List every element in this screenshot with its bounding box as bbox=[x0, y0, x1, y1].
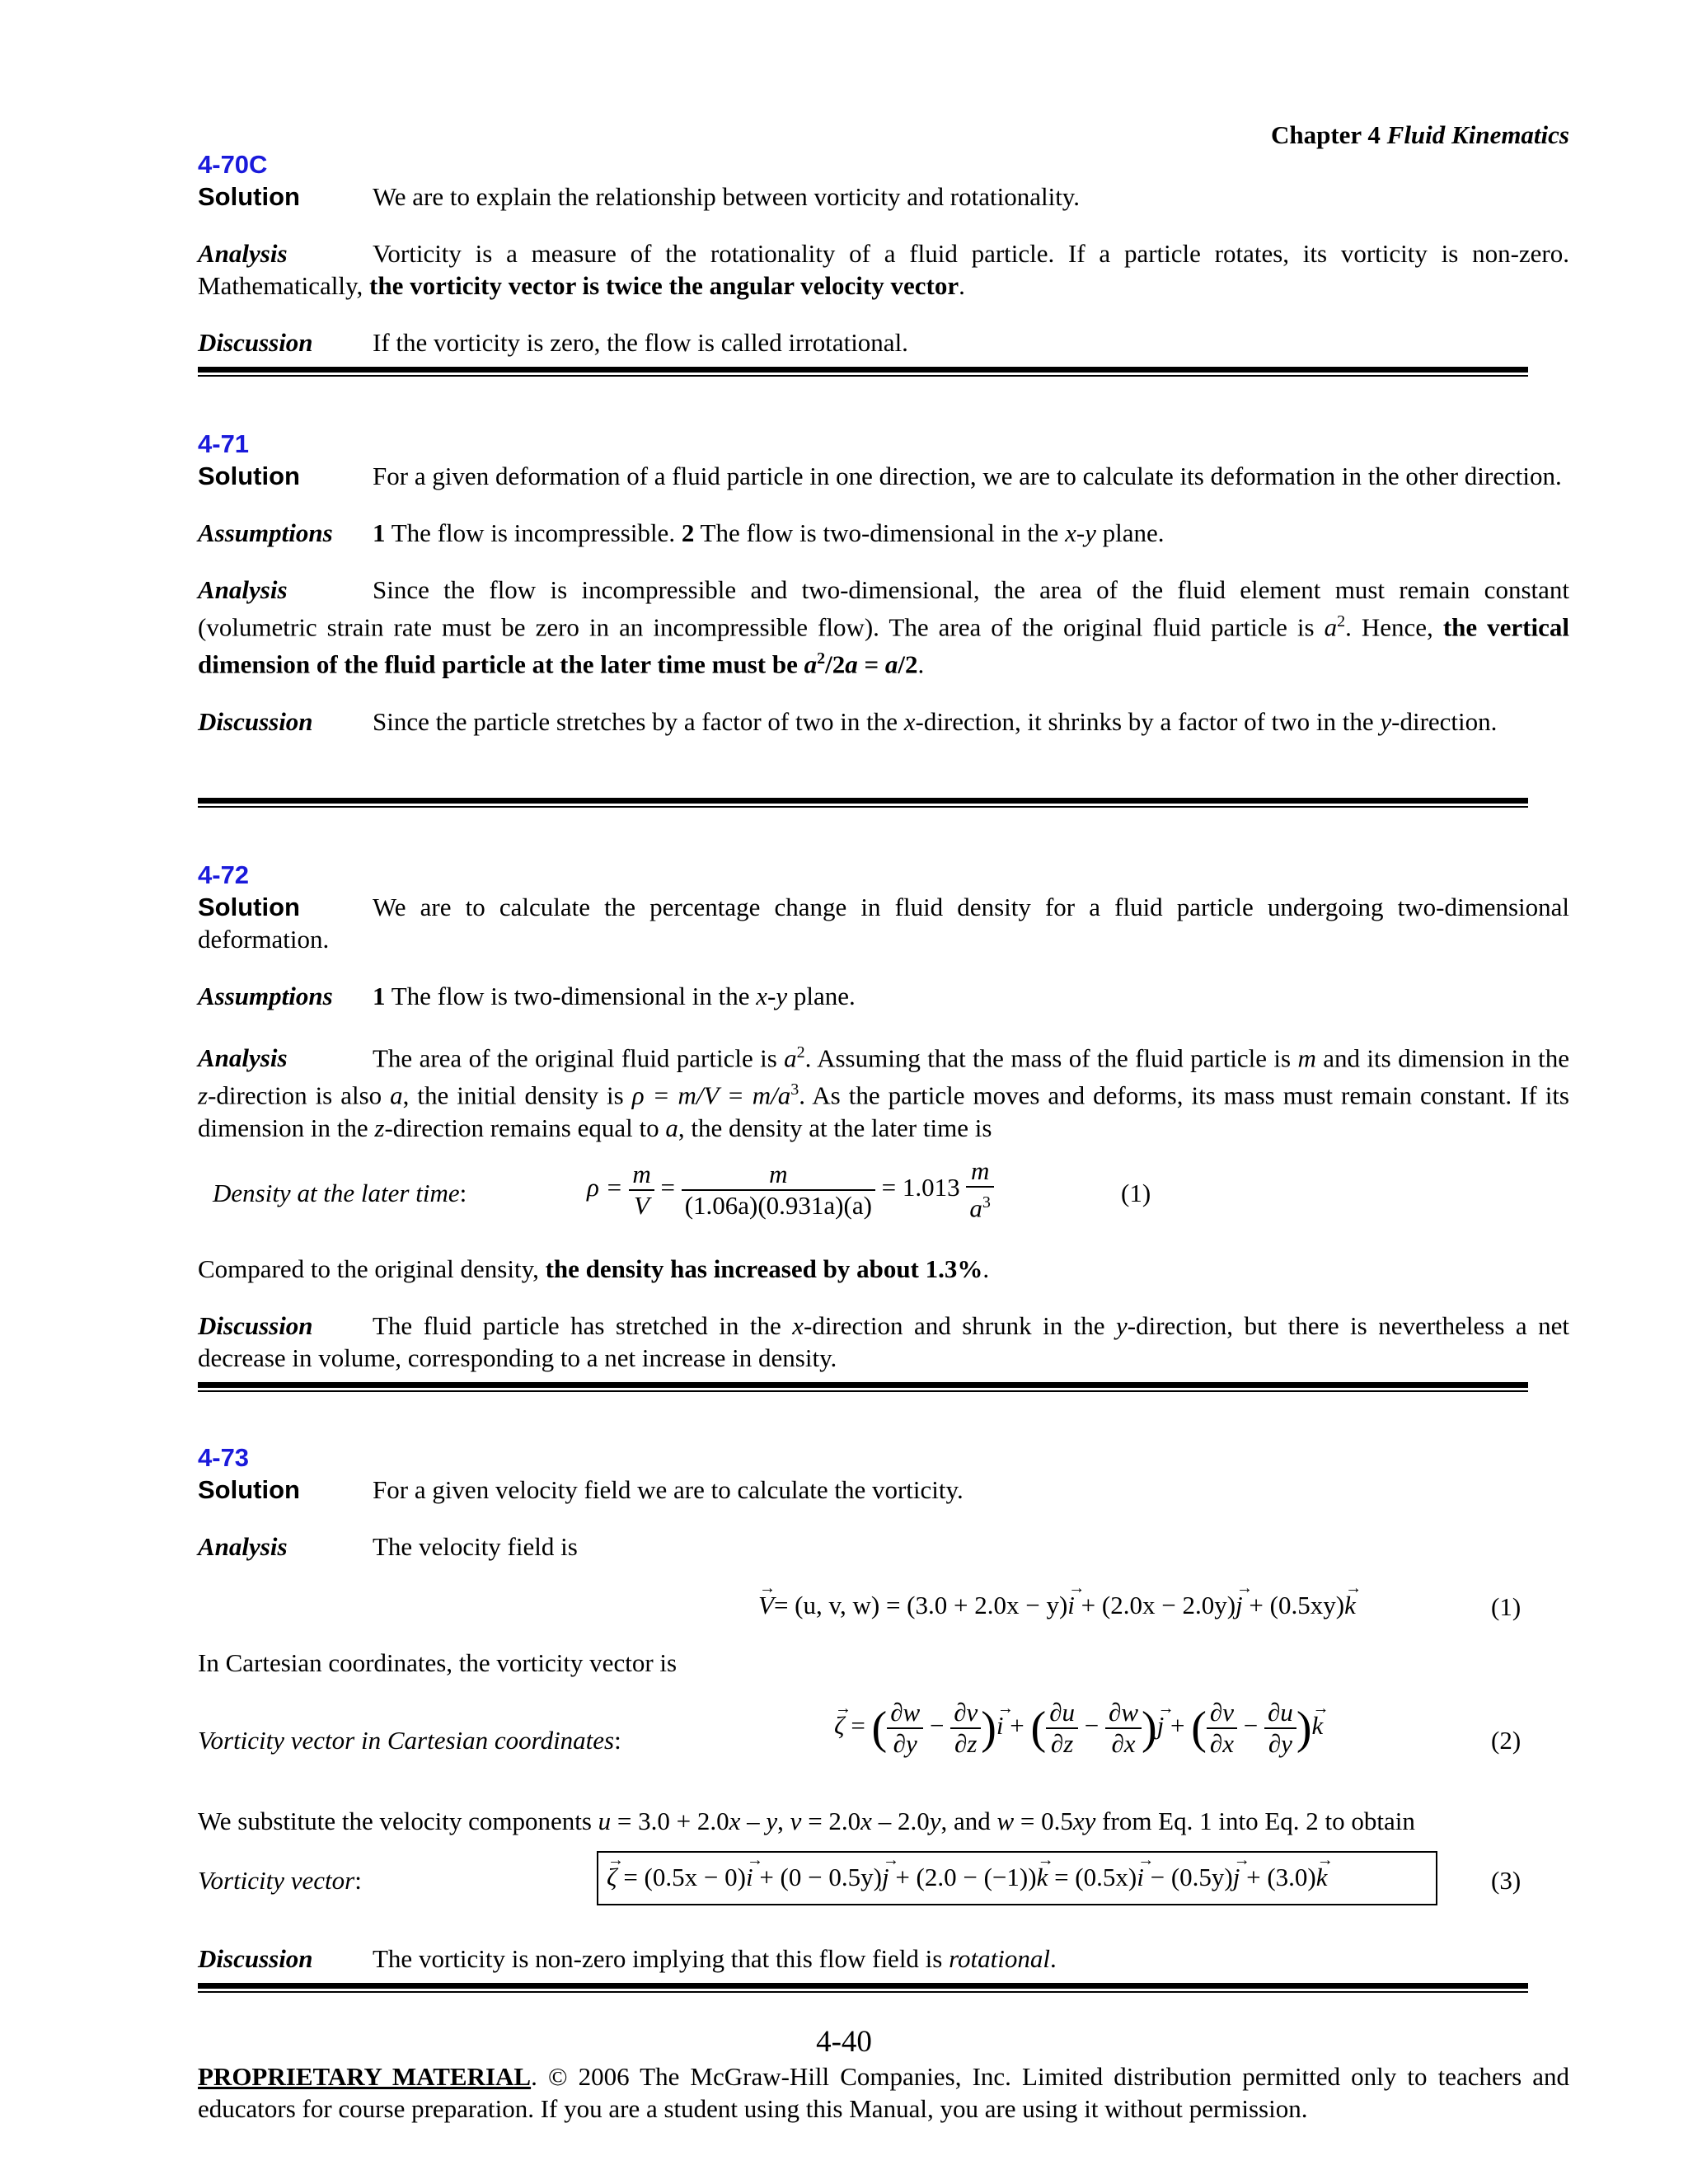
frac-den: ∂z bbox=[954, 1729, 978, 1758]
eq-var-a: a bbox=[969, 1193, 982, 1223]
assumptions-paragraph bbox=[198, 980, 1569, 1012]
velocity-field-equation bbox=[758, 1589, 1356, 1621]
subst-var: w bbox=[996, 1807, 1015, 1835]
equation-label-text: Density at the later time bbox=[213, 1179, 460, 1207]
chapter-title: Fluid Kinematics bbox=[1386, 120, 1569, 149]
eq-vector-v: V → bbox=[758, 1589, 774, 1621]
discussion-text: -direction. bbox=[1391, 706, 1498, 736]
analysis-text: . Hence, bbox=[1345, 612, 1443, 642]
eq-expression: = (0.5x) bbox=[1048, 1863, 1137, 1891]
analysis-text: Vorticity is a measure of the rotationality of a fluid particle. If a particle rotates, its vorticity is non-zero. Mathematically, bbox=[198, 239, 1569, 300]
analysis-var: m bbox=[1297, 1043, 1316, 1073]
paren-close: ) bbox=[1142, 1703, 1157, 1754]
assumption-text: The flow is two-dimensional in the bbox=[694, 518, 1066, 547]
analysis-text: -direction remains equal to bbox=[384, 1113, 666, 1142]
assumption-text: The flow is two-dimensional in the bbox=[385, 982, 757, 1010]
subst-text: = 0.5 bbox=[1014, 1807, 1073, 1835]
eq-numerator: m bbox=[629, 1160, 654, 1191]
chapter-number: Chapter 4 bbox=[1270, 120, 1381, 149]
discussion-text: -direction, it shrinks by a factor of two in the bbox=[915, 706, 1381, 736]
partial-frac bbox=[1105, 1698, 1142, 1759]
frac-den: ∂z bbox=[1050, 1729, 1074, 1758]
frac-den: ∂y bbox=[893, 1729, 917, 1758]
frac-num: ∂v bbox=[950, 1698, 981, 1729]
subst-text: , bbox=[777, 1807, 790, 1835]
equation-label-colon: : bbox=[354, 1866, 362, 1895]
problem-number: 4-70C bbox=[198, 150, 268, 179]
cartesian-text: In Cartesian coordinates, the vorticity vector is bbox=[198, 1648, 678, 1677]
section-divider bbox=[198, 1382, 1528, 1388]
equation-number: (1) bbox=[1491, 1592, 1522, 1621]
equation-number: (3) bbox=[1491, 1866, 1522, 1895]
unit-vector-k: k → bbox=[1311, 1709, 1323, 1741]
analysis-var: a bbox=[665, 1113, 678, 1142]
chapter-header bbox=[1271, 119, 1569, 151]
analysis-bold: /2 bbox=[825, 649, 846, 679]
subst-text: = 3.0 + 2.0 bbox=[611, 1807, 729, 1835]
analysis-var: a bbox=[784, 1043, 797, 1073]
problem-4-71 bbox=[198, 429, 1569, 738]
problem-4-73 bbox=[198, 1442, 1569, 1563]
plus: + bbox=[1010, 1711, 1025, 1741]
eq-result: = 1.013 bbox=[881, 1172, 960, 1202]
analysis-text: -direction is also bbox=[208, 1080, 391, 1110]
equation-number: (2) bbox=[1491, 1726, 1522, 1755]
partial-frac bbox=[1046, 1698, 1078, 1759]
footer-proprietary: PROPRIETARY MATERIAL bbox=[198, 2062, 532, 2091]
subst-var: u bbox=[598, 1807, 612, 1835]
assumptions-label: Assumptions bbox=[198, 518, 333, 547]
density-equation bbox=[587, 1156, 994, 1223]
vorticity-cartesian-equation bbox=[834, 1698, 1323, 1759]
problem-4-72-cont bbox=[198, 1253, 1569, 1374]
solution-paragraph bbox=[198, 460, 1569, 492]
frac-den: ∂x bbox=[1111, 1729, 1136, 1758]
analysis-end: . bbox=[959, 271, 965, 300]
analysis-sup: 3 bbox=[790, 1080, 799, 1099]
solution-paragraph bbox=[198, 891, 1569, 955]
solution-text: For a given velocity field we are to calculate the vorticity. bbox=[373, 1475, 964, 1504]
discussion-label: Discussion bbox=[198, 1311, 313, 1340]
assumptions-label: Assumptions bbox=[198, 982, 333, 1010]
unit-vector-i: i → bbox=[1137, 1861, 1144, 1893]
paren-close: ) bbox=[1296, 1703, 1312, 1754]
solution-text: We are to explain the relationship between vorticity and rotationality. bbox=[373, 182, 1081, 211]
equation-label-text: Vorticity vector in Cartesian coordinates bbox=[198, 1726, 615, 1755]
eq-expression: + (0 − 0.5y) bbox=[753, 1863, 882, 1891]
compare-bold: the density has increased by about 1.3% bbox=[545, 1254, 983, 1283]
analysis-sup: 2 bbox=[796, 1043, 805, 1062]
equation-label bbox=[198, 1864, 362, 1896]
discussion-text: The fluid particle has stretched in the bbox=[373, 1311, 793, 1340]
solution-label: Solution bbox=[198, 462, 300, 490]
analysis-var: a bbox=[390, 1080, 403, 1110]
vorticity-result-equation bbox=[607, 1861, 1328, 1893]
paren-open: ( bbox=[871, 1703, 888, 1754]
partial-frac bbox=[950, 1698, 981, 1759]
subst-text: = 2.0 bbox=[801, 1807, 861, 1835]
discussion-text: Since the particle stretches by a factor of two in the bbox=[373, 706, 904, 736]
paren-open: ( bbox=[1191, 1703, 1207, 1754]
eq-expression: + (2.0x − 2.0y) bbox=[1074, 1591, 1236, 1619]
frac-den: ∂x bbox=[1209, 1729, 1234, 1758]
unit-vector-k: k → bbox=[1316, 1861, 1328, 1893]
eq-numerator: m bbox=[682, 1160, 875, 1191]
analysis-paragraph bbox=[198, 574, 1569, 681]
partial-frac bbox=[887, 1698, 923, 1759]
assumption-number: 1 bbox=[373, 982, 386, 1010]
unit-vector-k: k → bbox=[1344, 1589, 1356, 1621]
discussion-var: y bbox=[1380, 706, 1392, 736]
subst-text: , and bbox=[940, 1807, 997, 1835]
analysis-bold: the vertical dimension of the fluid particle at the later time must be bbox=[198, 612, 1569, 679]
assumption-number: 1 bbox=[373, 518, 386, 547]
discussion-paragraph bbox=[198, 705, 1569, 738]
assumption-italic: x-y bbox=[1065, 518, 1096, 547]
discussion-var: x bbox=[903, 706, 916, 736]
analysis-text: The velocity field is bbox=[373, 1532, 578, 1561]
solution-paragraph bbox=[198, 1474, 1569, 1506]
analysis-var: z bbox=[198, 1080, 209, 1110]
assumption-italic: x-y bbox=[756, 982, 788, 1010]
analysis-bold-sup: 2 bbox=[817, 649, 826, 668]
frac-num: ∂w bbox=[1105, 1698, 1142, 1729]
analysis-bold: = bbox=[857, 649, 885, 679]
analysis-text: . As the particle moves and deforms, its mass must remain constant. If its dimension in the bbox=[198, 1080, 1570, 1142]
analysis-text: . Assuming that the mass of the fluid particle is bbox=[804, 1043, 1298, 1073]
eq-vector-zeta: ζ → bbox=[834, 1709, 845, 1741]
eq-denominator: V bbox=[634, 1190, 649, 1220]
frac-num: ∂v bbox=[1207, 1698, 1237, 1729]
problem-number: 4-71 bbox=[198, 429, 250, 458]
minus: − bbox=[923, 1711, 951, 1741]
solution-label: Solution bbox=[198, 893, 300, 921]
discussion-text: If the vorticity is zero, the flow is called irrotational. bbox=[373, 328, 908, 357]
minus: − bbox=[1078, 1711, 1105, 1741]
frac-num: ∂u bbox=[1046, 1698, 1078, 1729]
unit-vector-j: j → bbox=[1236, 1589, 1243, 1621]
solution-text: We are to calculate the percentage change in fluid density for a fluid particle undergoing two-dimensional deformation. bbox=[198, 893, 1569, 954]
substitute-paragraph bbox=[198, 1805, 1569, 1837]
eq-expression: = (0.5x − 0) bbox=[617, 1863, 746, 1891]
analysis-text: Since the flow is incompressible and two-dimensional, the area of the fluid element must remain constant (volumetric strain rate must be zero in an incompressible flow). The area of the original fluid particle is bbox=[198, 575, 1569, 642]
problem-number: 4-72 bbox=[198, 860, 250, 889]
partial-frac bbox=[1264, 1698, 1296, 1759]
solution-text: For a given deformation of a fluid particle in one direction, we are to calculate its deformation in the other direction. bbox=[373, 462, 1562, 490]
eq-frac-density bbox=[682, 1160, 875, 1221]
eq-expression: + (2.0 − (−1)) bbox=[889, 1863, 1037, 1891]
compare-text: Compared to the original density, bbox=[198, 1254, 546, 1283]
unit-vector-i: i → bbox=[1067, 1589, 1075, 1621]
problem-number: 4-73 bbox=[198, 1443, 250, 1472]
eq-expression: − (0.5y) bbox=[1143, 1863, 1233, 1891]
discussion-label: Discussion bbox=[198, 1944, 313, 1973]
eq-numerator: m bbox=[966, 1156, 994, 1188]
unit-vector-j: j → bbox=[1233, 1861, 1240, 1893]
analysis-label: Analysis bbox=[198, 575, 288, 604]
frac-num: ∂w bbox=[887, 1698, 923, 1729]
analysis-bold: /2 bbox=[898, 649, 918, 679]
analysis-density-expr: ρ = m/V = m/a bbox=[631, 1080, 791, 1110]
equation-number: (1) bbox=[1121, 1179, 1151, 1207]
minus: − bbox=[1237, 1711, 1264, 1741]
subst-text: – bbox=[740, 1807, 767, 1835]
subst-var: y bbox=[929, 1807, 941, 1835]
plus: + bbox=[1170, 1711, 1185, 1741]
paren-open: ( bbox=[1030, 1703, 1047, 1754]
discussion-paragraph bbox=[198, 1310, 1569, 1374]
assumption-text: plane. bbox=[1095, 518, 1165, 547]
eq-equals: = bbox=[660, 1172, 675, 1202]
frac-num: ∂u bbox=[1264, 1698, 1296, 1729]
section-divider bbox=[198, 798, 1528, 804]
equation-label-colon: : bbox=[459, 1179, 467, 1207]
eq-expression: + (0.5xy) bbox=[1242, 1591, 1345, 1619]
problem-4-72 bbox=[198, 860, 1569, 1144]
eq-expression: + (3.0) bbox=[1240, 1863, 1316, 1891]
eq-expression: = (u, v, w) = (3.0 + 2.0x − y) bbox=[773, 1591, 1068, 1619]
compare-paragraph bbox=[198, 1253, 1569, 1285]
analysis-bold-var: a bbox=[884, 649, 898, 679]
eq-vector-zeta: ζ → bbox=[607, 1861, 617, 1893]
discussion-italic: rotational bbox=[949, 1944, 1050, 1973]
eq-frac-m-over-v bbox=[629, 1160, 654, 1221]
substitute-paragraph-wrap bbox=[198, 1805, 1569, 1837]
assumption-number: 2 bbox=[681, 518, 695, 547]
discussion-text: The vorticity is non-zero implying that this flow field is bbox=[373, 1944, 950, 1973]
equation-label bbox=[213, 1177, 467, 1209]
solution-paragraph bbox=[198, 180, 1569, 213]
analysis-bold-var: a bbox=[845, 649, 858, 679]
analysis-label: Analysis bbox=[198, 1532, 288, 1561]
unit-vector-j: j → bbox=[1157, 1709, 1165, 1741]
paren-close: ) bbox=[981, 1703, 996, 1754]
discussion-var: x bbox=[792, 1311, 804, 1340]
analysis-bold: the vorticity vector is twice the angular velocity vector bbox=[369, 271, 959, 300]
eq-denominator bbox=[966, 1188, 994, 1223]
analysis-label: Analysis bbox=[198, 1043, 288, 1073]
analysis-text: , the initial density is bbox=[402, 1080, 632, 1110]
page-number: 4-40 bbox=[816, 2025, 872, 2059]
assumption-text: plane. bbox=[787, 982, 856, 1010]
analysis-text: , the density at the later time is bbox=[678, 1113, 992, 1142]
analysis-end: . bbox=[917, 649, 925, 679]
discussion-end: . bbox=[1049, 1944, 1057, 1973]
cartesian-intro bbox=[198, 1647, 1569, 1679]
analysis-var: a bbox=[1324, 612, 1338, 642]
solution-label: Solution bbox=[198, 1475, 300, 1504]
analysis-paragraph bbox=[198, 237, 1569, 302]
compare-end: . bbox=[982, 1254, 990, 1283]
unit-vector-i: i → bbox=[746, 1861, 753, 1893]
eq-frac-m-over-a3 bbox=[966, 1156, 994, 1223]
analysis-paragraph bbox=[198, 1037, 1569, 1144]
section-divider bbox=[198, 367, 1528, 373]
assumptions-paragraph bbox=[198, 517, 1569, 549]
solution-label: Solution bbox=[198, 182, 300, 211]
subst-var: x bbox=[860, 1807, 872, 1835]
subst-var: xy bbox=[1072, 1807, 1096, 1835]
subst-text: – 2.0 bbox=[871, 1807, 930, 1835]
eq-sup: 3 bbox=[982, 1193, 991, 1212]
assumption-text: The flow is incompressible. bbox=[385, 518, 682, 547]
analysis-bold-var: a bbox=[804, 649, 818, 679]
eq-rho: ρ = bbox=[587, 1172, 623, 1202]
discussion-paragraph bbox=[198, 326, 1569, 359]
discussion-paragraph bbox=[198, 1943, 1569, 1975]
copyright-footer bbox=[198, 2060, 1569, 2125]
analysis-paragraph bbox=[198, 1530, 1569, 1563]
problem-4-73-discussion bbox=[198, 1943, 1569, 1975]
discussion-var: y bbox=[1116, 1311, 1128, 1340]
analysis-sup: 2 bbox=[1337, 612, 1346, 630]
problem-4-70c bbox=[198, 149, 1569, 359]
section-divider bbox=[198, 1983, 1528, 1989]
equation-label-text: Vorticity vector bbox=[198, 1866, 355, 1895]
partial-frac bbox=[1207, 1698, 1237, 1759]
eq-equals: = bbox=[851, 1711, 865, 1741]
unit-vector-k: k → bbox=[1037, 1861, 1048, 1893]
discussion-label: Discussion bbox=[198, 328, 313, 357]
discussion-label: Discussion bbox=[198, 706, 313, 736]
unit-vector-i: i → bbox=[996, 1709, 1004, 1741]
discussion-text: -direction, but there is nevertheless a net decrease in volume, corresponding to a net increase in density. bbox=[198, 1311, 1570, 1372]
analysis-var: z bbox=[374, 1113, 385, 1142]
equation-label-colon: : bbox=[614, 1726, 621, 1755]
unit-vector-j: j → bbox=[882, 1861, 889, 1893]
frac-den: ∂y bbox=[1268, 1729, 1292, 1758]
eq-denominator: (1.06a)(0.931a)(a) bbox=[684, 1190, 872, 1220]
analysis-label: Analysis bbox=[198, 239, 288, 268]
analysis-text: The area of the original fluid particle is bbox=[373, 1043, 785, 1073]
equation-label bbox=[198, 1724, 621, 1756]
subst-text: We substitute the velocity components bbox=[198, 1807, 598, 1835]
subst-var: x bbox=[729, 1807, 741, 1835]
subst-text: from Eq. 1 into Eq. 2 to obtain bbox=[1095, 1807, 1415, 1835]
discussion-text: -direction and shrunk in the bbox=[804, 1311, 1117, 1340]
analysis-text: and its dimension in the bbox=[1315, 1043, 1570, 1073]
subst-var: v bbox=[790, 1807, 802, 1835]
subst-var: y bbox=[766, 1807, 778, 1835]
footer-text: . © 2006 The McGraw-Hill Companies, Inc. Limited distribution permitted only to teachers and educators for course preparation. If you are a student using this Manual, you are using it without permission. bbox=[198, 2062, 1569, 2123]
